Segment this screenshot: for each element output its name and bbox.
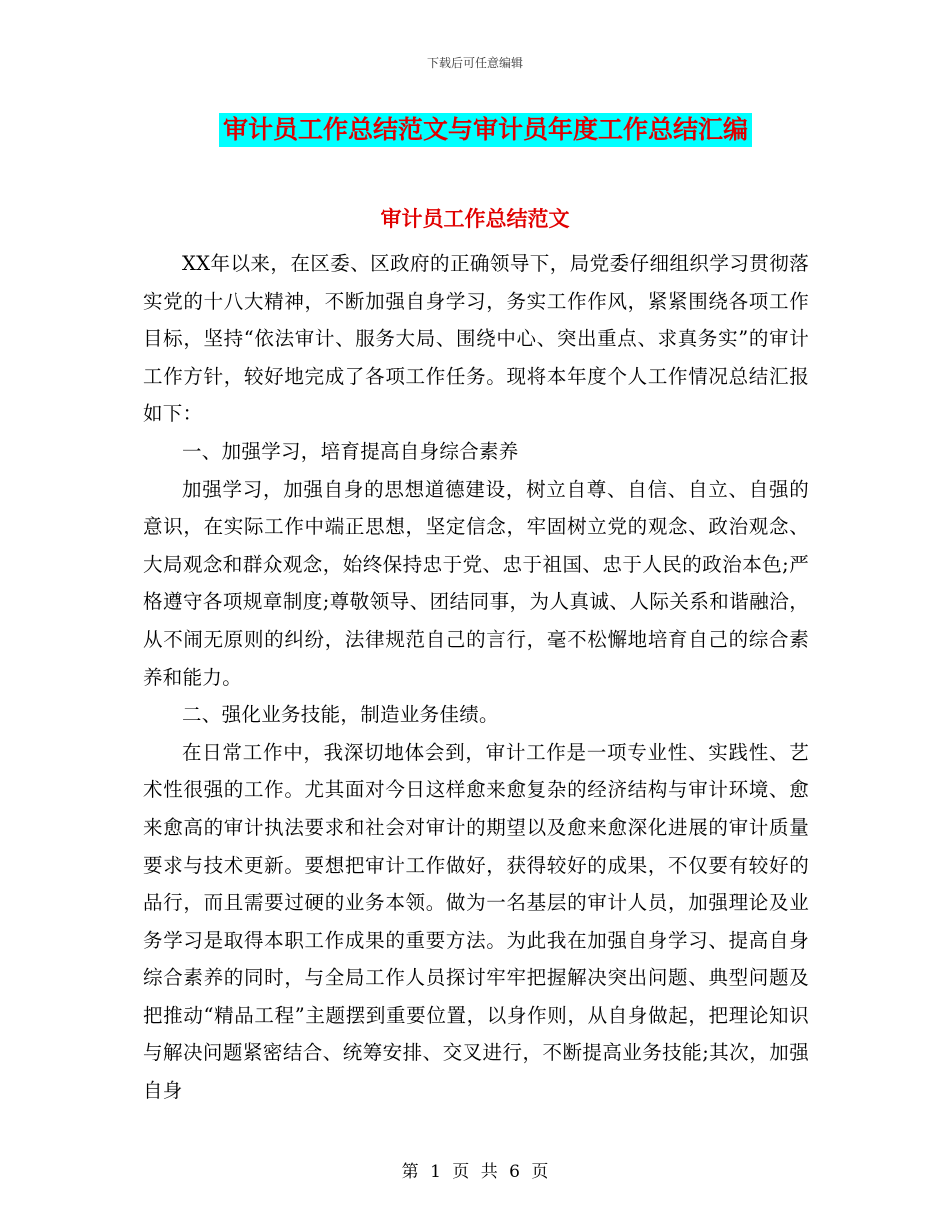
document-body — [143, 245, 809, 1110]
paragraph-two: 在日常工作中，我深切地体会到，审计工作是一项专业性、实践性、艺术性很强的工作。尤其面对今日这样愈来愈复杂的经济结构与审计环境、愈来愈高的审计执法要求和社会对审计的期望以及愈来愈深化进展的审计质量要求与技术更新。要想把审计工作做好，获得较好的成果，不仅要有较好的品行，而且需要过硬的业务本领。做为一名基层的审计人员，加强理论及业务学习是取得本职工作成果的重要方法。为此我在加强自身学习、提高自身综合素养的同时，与全局工作人员探讨牢牢把握解决突出问题、典型问题及把推动“精品工程”主题摆到重要位置，以身作则，从自身做起，把理论知识与解决问题紧密结合、统筹安排、交叉进行，不断提高业务技能;其次，加强自身 — [143, 740, 809, 1103]
section-title: 审计员工作总结范文 — [380, 207, 570, 231]
header-note: 下载后可任意编辑 — [426, 56, 523, 70]
paragraph-intro: XX年以来，在区委、区政府的正确领导下，局党委仔细组织学习贯彻落实党的十八大精神，不断加强自身学习，务实工作作风，紧紧围绕各项工作目标，坚持“依法审计、服务大局、围绕中心、突出重点、求真务实”的审计工作方针，较好地完成了各项工作任务。现将本年度个人工作情况总结汇报如下： — [143, 252, 809, 426]
heading-two: 二、强化业务技能，制造业务佳绩。 — [182, 703, 499, 727]
document-title: 审计员工作总结范文与审计员年度工作总结汇编 — [219, 113, 752, 147]
heading-one: 一、加强学习，培育提高自身综合素养 — [182, 439, 519, 463]
paragraph-one: 加强学习，加强自身的思想道德建设，树立自尊、自信、自立、自强的意识，在实际工作中端正思想，坚定信念，牢固树立党的观念、政治观念、大局观念和群众观念，始终保持忠于党、忠于祖国、忠于人民的政治本色;严格遵守各项规章制度;尊敬领导、团结同事，为人真诚、人际关系和谐融洽，从不闹无原则的纠纷，法律规范自己的言行，毫不松懈地培育自己的综合素养和能力。 — [143, 477, 809, 689]
page-footer: 第 1 页 共 6 页 — [401, 1162, 549, 1182]
